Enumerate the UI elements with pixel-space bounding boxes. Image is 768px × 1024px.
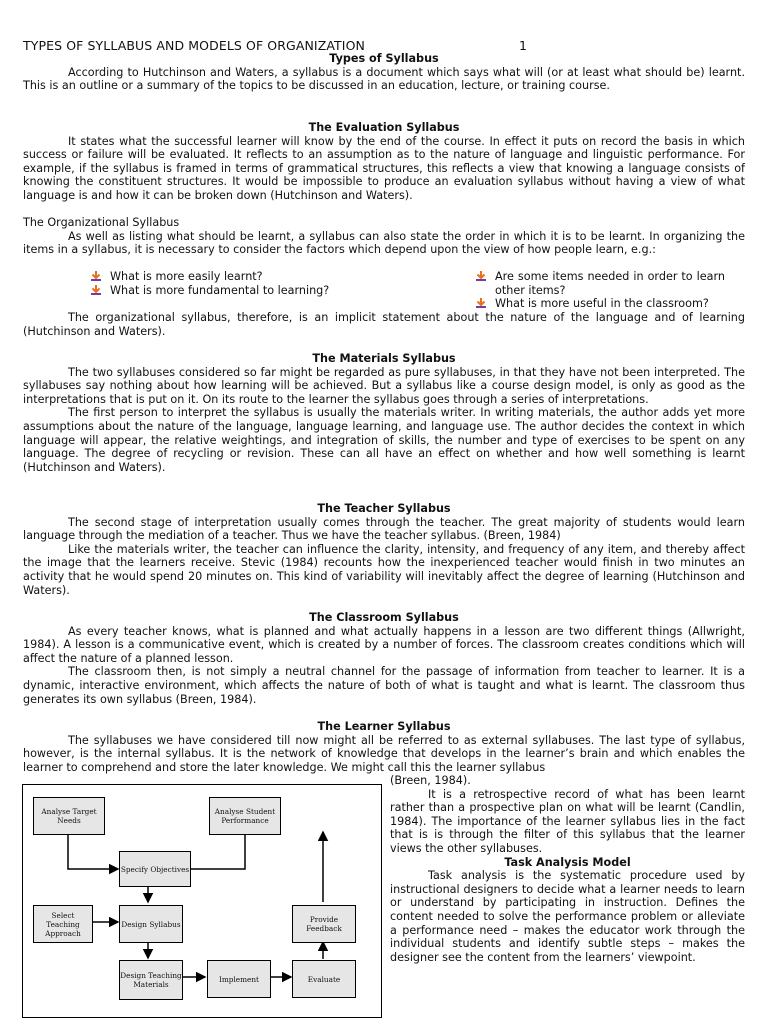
classroom-section [23,611,745,706]
learner-paragraph-1: The syllabuses we have considered till now might all be referred to as external syllabuses. The last type of syllabus, however, is the internal syllabus. It is the network of knowledge that develops in the learner’s brain and which enables the learner to comprehend and store the later knowledge. We might call this the learner syllabus [23,733,745,774]
bullet-text: Are some items needed in order to learn other items? [495,270,725,297]
bullet-item [90,270,470,284]
box-specify-objectives: Specify Objectives [119,851,191,887]
arrow-bullet-icon [475,297,487,309]
classroom-paragraph-2: The classroom then, is not simply a neutral channel for the passage of information from teacher to learner. It is a dynamic, interactive environment, which affects the nature of both of what is taught and what is learnt. The classroom thus generates its own syllabus (Breen, 1984). [23,665,745,706]
running-header: TYPES OF SYLLABUS AND MODELS OF ORGANIZATION [23,38,365,53]
right-column-text [390,774,745,964]
bullet-text: What is more useful in the classroom? [495,297,709,311]
task-heading: Task Analysis Model [504,855,631,869]
learner-heading: The Learner Syllabus [317,720,451,733]
teacher-heading: The Teacher Syllabus [317,502,451,515]
teacher-section [23,502,745,597]
teacher-paragraph-1: The second stage of interpretation usually comes through the teacher. The great majority of students would learn language through the mediation of a teacher. Thus we have the teacher syllabus. (Breen, 1984) [23,515,745,543]
arrow-bullet-icon [90,270,102,282]
bullet-item [475,297,745,311]
learner-paragraph-1-end: (Breen, 1984). [390,774,471,787]
teacher-paragraph-2: Like the materials writer, the teacher can influence the clarity, intensity, and frequency of any item, and thereby affect the image that the learners receive. Stevic (1984) recounts how the inexperienced teacher would finish in two minutes an activity that he would spend 20 minutes on. This kind of variability will inevitably affect the degree of learning (Hutchinson and Waters). [23,542,745,597]
bullet-item [90,284,470,298]
organizational-bullets [23,270,745,312]
task-paragraph: Task analysis is the systematic procedure used by instructional designers to decide what a learner needs to learn or understand by participating in instruction. Defines the content needed to solve the performance problem or alleviate a performance need – makes the educator work through the individual students and identify subtle steps – makes the designer see the content from the learners’ viewpoint. [390,869,745,964]
bullet-text: What is more fundamental to learning? [110,283,330,297]
box-analyse-student-performance: Analyse Student Performance [209,797,281,835]
box-select-teaching-approach: Select Teaching Approach [33,905,93,943]
arrow-bullet-icon [90,284,102,296]
materials-paragraph-1: The two syllabuses considered so far might be regarded as pure syllabuses, in that they have not been interpreted. The syllabuses say nothing about how learning will be achieved. But a syllabus like a course design model, is only as good as the interpretations that is put on it. On its route to the learner the syllabus goes through a series of interpretations. [23,365,745,406]
learner-paragraph-2: It is a retrospective record of what has been learnt rather than a prospective plan on what will be learnt (Candlin, 1984). The importance of the learner syllabus lies in the fact that is is through the filter of this syllabus that the learner views the other syllabuses. [390,787,745,855]
materials-section [23,352,745,474]
classroom-heading: The Classroom Syllabus [309,611,459,624]
bullets-left-column [90,270,470,297]
organizational-heading: The Organizational Syllabus [23,216,180,229]
evaluation-paragraph: It states what the successful learner will know by the end of the course. In effect it puts on record the basis in which success or failure will be evaluated. It reflects to an assumption as to the nature of language and linguistic performance. For example, if the syllabus is framed in terms of grammatical structures, this reflects a view that knowing a language consists of knowing the constituent structures. It would be impossible to produce an evaluation syllabus without having a view of what language is and how it can be broken down (Hutchinson and Waters). [23,134,745,202]
box-design-syllabus: Design Syllabus [119,905,183,943]
types-section [23,52,745,93]
evaluation-heading: The Evaluation Syllabus [308,121,460,134]
bullet-item [475,270,745,297]
materials-heading: The Materials Syllabus [312,352,456,365]
bullet-text: What is more easily learnt? [110,270,263,283]
organizational-conclusion [23,311,745,338]
bullets-right-column [475,270,745,311]
organizational-paragraph: As well as listing what should be learnt, a syllabus can also state the order in which it is to be learnt. In organizing the items in a syllabus, it is necessary to consider the factors which depend upon the view of how people learn, e.g.: [23,229,745,257]
arrow-bullet-icon [475,270,487,282]
types-paragraph: According to Hutchinson and Waters, a syllabus is a document which says what will (or at least what should be) learnt. This is an outline or a summary of the topics to be discussed in an education, lecture, or training course. [23,65,745,93]
materials-paragraph-2: The first person to interpret the syllabus is usually the materials writer. In writing materials, the author adds yet more assumptions about the nature of the language, language learning, and language use. The author decides the context in which language will appear, the relative weightings, and integration of skills, the number and type of exercises to be spent on any language. The degree of recycling or revision. These can all have an effect on whether and how well something is learnt (Hutchinson and Waters). [23,406,745,474]
box-evaluate: Evaluate [292,960,356,998]
classroom-paragraph-1: As every teacher knows, what is planned and what actually happens in a lesson are two different things (Allwright, 1984). A lesson is a communicative event, which is created by a number of forces. The classroom creates conditions which will affect the nature of a planned lesson. [23,624,745,665]
types-heading: Types of Syllabus [329,52,439,65]
task-analysis-diagram [22,784,382,1018]
organizational-conclusion-paragraph: The organizational syllabus, therefore, is an implicit statement about the nature of the language and of learning (Hutchinson and Waters). [23,311,745,338]
page-number: 1 [519,38,527,53]
learner-section [23,720,745,774]
evaluation-section [23,121,745,203]
box-provide-feedback: Provide Feedback [292,905,356,943]
box-analyse-target-needs: Analyse Target Needs [33,797,105,835]
box-implement: Implement [207,960,271,998]
box-design-teaching-materials: Design Teaching Materials [119,960,183,1000]
organizational-section [23,216,745,257]
